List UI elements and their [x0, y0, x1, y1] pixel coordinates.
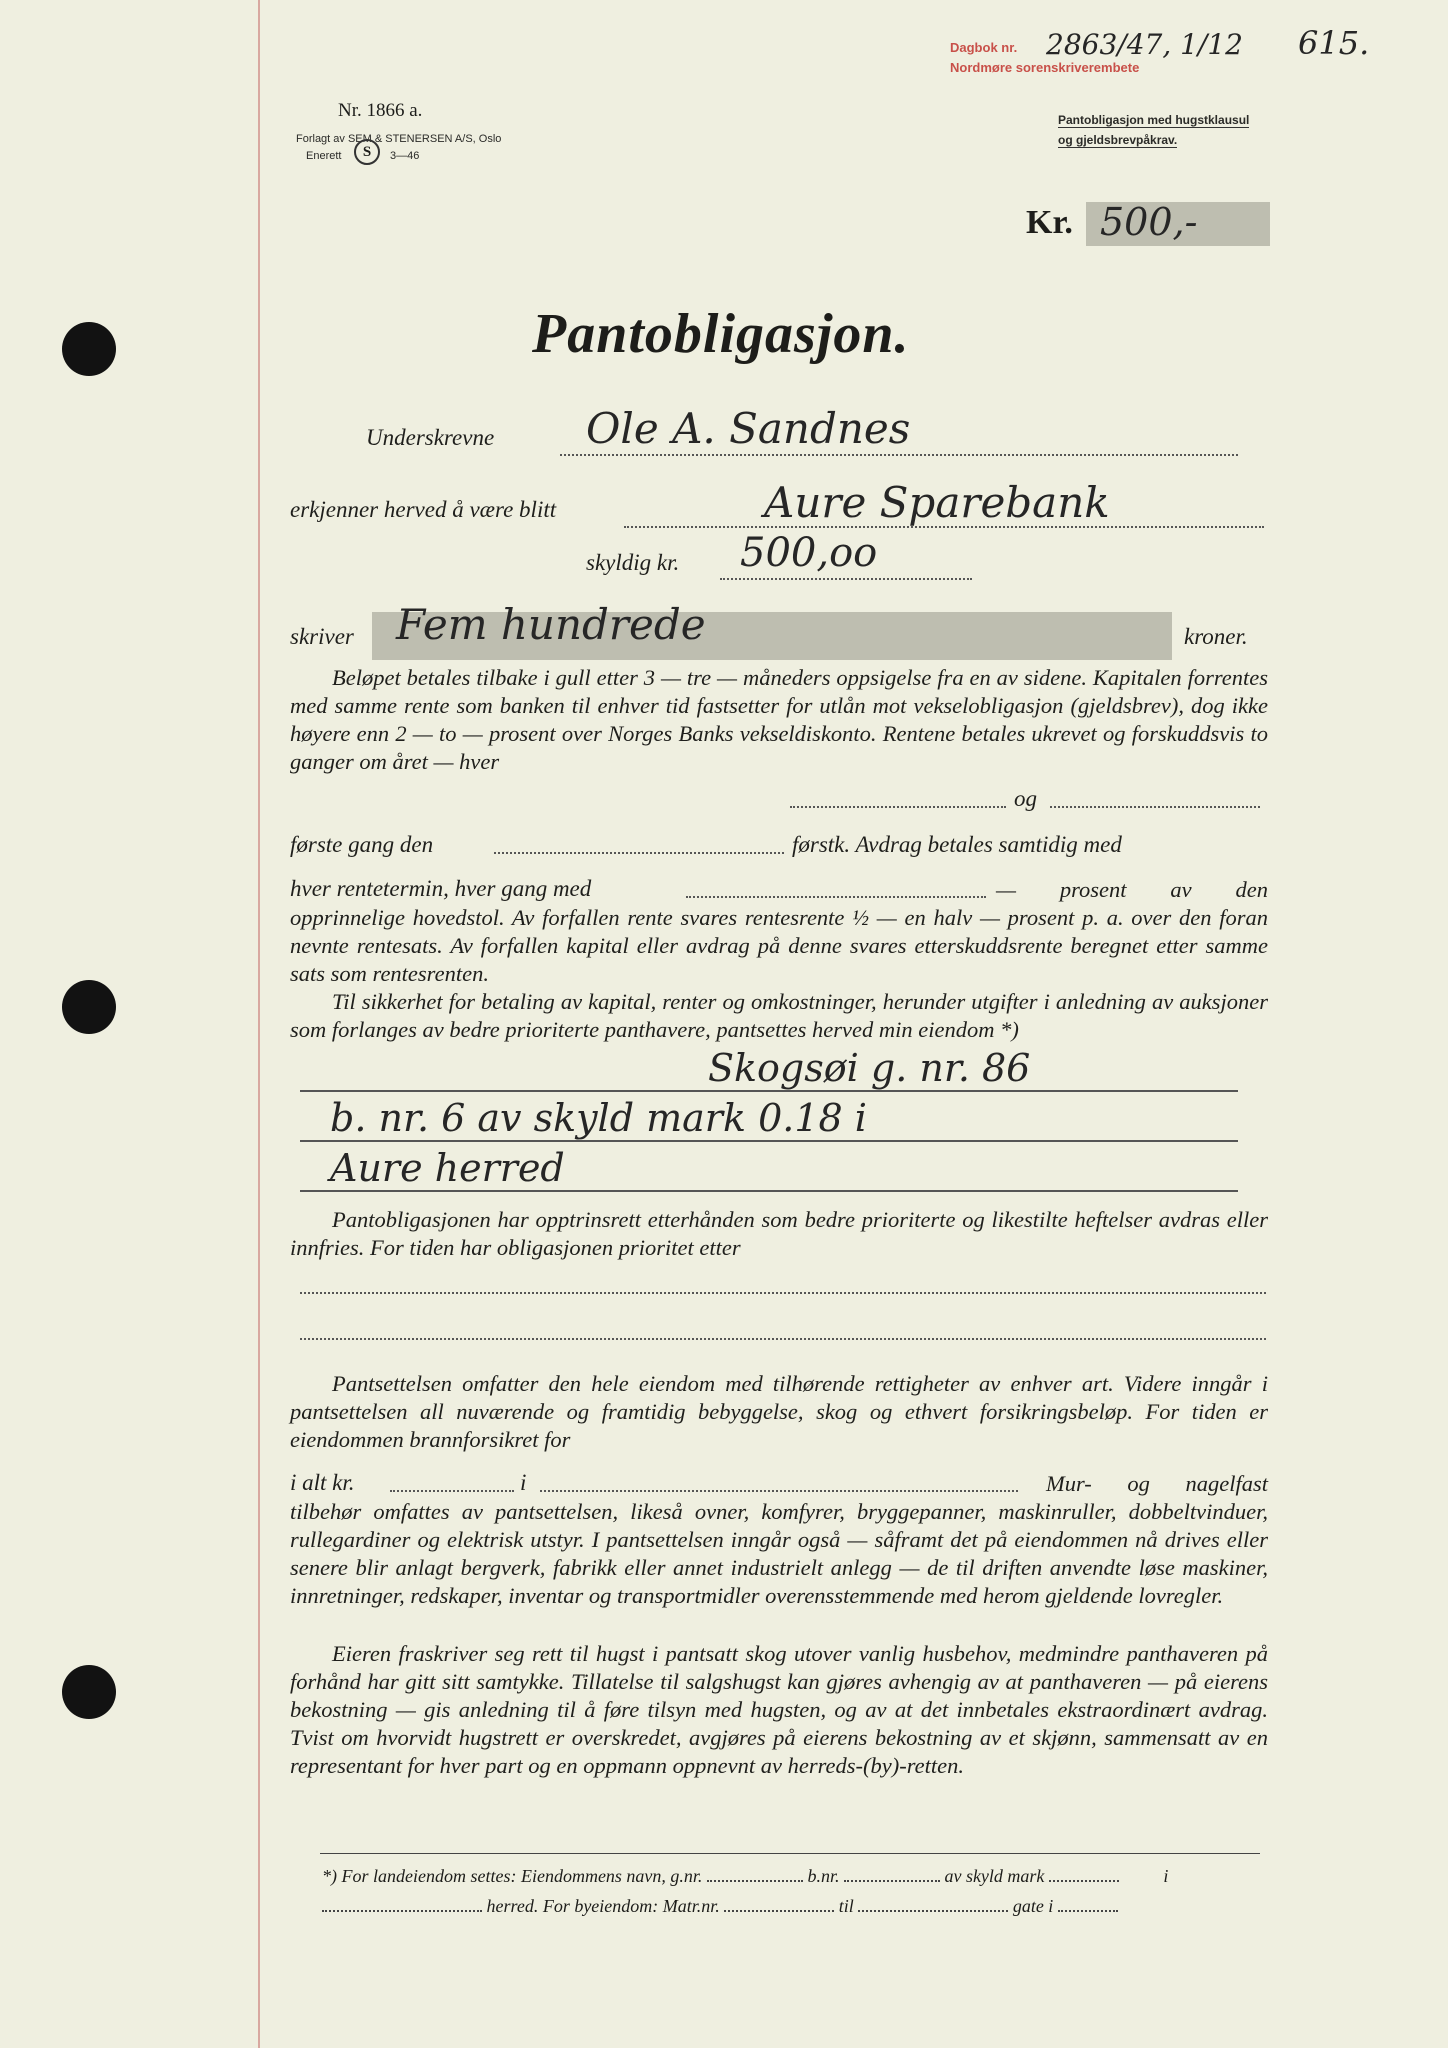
footnote-line2-a: herred. For byeiendom: Matr.nr.: [486, 1896, 720, 1916]
property-line2: b. nr. 6 av skyld mark 0.18 i: [330, 1096, 867, 1140]
fire-insurance-label: i alt kr.: [290, 1470, 355, 1495]
acknowledge-label: erkjenner herved å være blitt: [290, 497, 557, 522]
footnote-line2: [322, 1896, 1118, 1917]
property-line1: Skogsøi g. nr. 86: [708, 1046, 1031, 1090]
footnote-line2-c: gate i: [1012, 1896, 1054, 1916]
interest-date-line1: [790, 806, 1006, 808]
footnote-matr-dots: [724, 1910, 834, 1912]
amount-label: Kr.: [1026, 204, 1073, 241]
form-type-line2: og gjeldsbrevpåkrav.: [1058, 133, 1178, 147]
form-number: Nr. 1866 a.: [338, 100, 423, 121]
priority-text: Pantobligasjonen har opptrinsrett etterhånden som bedre prioriterte og likestilte heftelser avdras eller innfries. For tiden har obligasjonen prioritet etter: [290, 1207, 1268, 1260]
footnote-line1: [322, 1866, 1168, 1887]
publisher-logo: S: [354, 139, 380, 165]
footnote-line1-b: b.nr.: [807, 1866, 840, 1886]
punch-hole-middle: [62, 980, 116, 1034]
written-label: skriver: [290, 624, 354, 649]
first-date-suffix: førstk. Avdrag betales samtidig med: [792, 832, 1122, 857]
priority-paragraph: [290, 1206, 1268, 1262]
written-suffix: kroner.: [1184, 624, 1248, 649]
page-number: 615.: [1298, 24, 1370, 62]
punch-hole-bottom: [62, 1665, 116, 1719]
fire-insurance-i: i: [520, 1470, 527, 1495]
interest-og: og: [1014, 786, 1037, 811]
publisher-date: 3—46: [390, 150, 420, 162]
publisher-line2: Enerett: [306, 150, 342, 162]
footnote-til-dots: [858, 1910, 1008, 1912]
property-line2-rule: [300, 1140, 1238, 1142]
footnote-gate-dots: [1058, 1910, 1118, 1912]
security-text: Til sikkerhet for betaling av kapital, renter og omkostninger, herunder utgifter i anledning av auksjoner som forlanges av bedre prioriterte panthavere, pantsettes herved min eiendom *): [290, 989, 1268, 1042]
priority-line2: [300, 1338, 1266, 1340]
installment-text: — prosent av den opprinnelige hovedstol. Av forfallen rente svares rentesrente ½ — en halv — prosent p. a. over den foran nevnte rentesats. Av forfallen kapital eller avdrag på denne svares etterskuddsrente beregnet etter samme sats som rentesrenten.: [290, 877, 1268, 986]
security-paragraph: [290, 988, 1268, 1044]
dagbok-label: Dagbok nr.: [950, 40, 1018, 55]
publisher-line1: Forlagt av SEM & STENERSEN A/S, Oslo: [296, 133, 502, 145]
punch-hole-top: [62, 322, 116, 376]
form-type-line1: Pantobligasjon med hugstklausul: [1058, 113, 1250, 127]
footnote-bnr-dots: [844, 1880, 940, 1882]
repayment-text: Beløpet betales tilbake i gull etter 3 — tre — måneders oppsigelse fra en av sidene. Kapitalen forrentes med samme rente som banken til enhver tid fastsetter for utlån mot vekselobligasjon (gjeldsbrev), dog ikke høyere enn 2 — to — prosent over Norges Banks vekseldiskonto. Rentene betales ukrevet og forskuddsvis to ganger om året — hver: [290, 665, 1268, 774]
footnote-herred-dots: [322, 1910, 482, 1912]
priority-line1: [300, 1292, 1266, 1294]
undersigned-label: Underskrevne: [366, 425, 495, 450]
footnote-line1-d: i: [1163, 1866, 1169, 1886]
installment-paragraph: [290, 876, 1268, 988]
undersigned-line: [560, 454, 1238, 456]
footnote-rule: [320, 1853, 1260, 1854]
property-line1-rule: [300, 1090, 1238, 1092]
footnote-line2-b: til: [838, 1896, 854, 1916]
fixtures-paragraph: [290, 1470, 1268, 1610]
footnote-line1-a: *) For landeiendom settes: Eiendommens navn, g.nr.: [322, 1866, 703, 1886]
amount-value: 500,-: [1100, 200, 1198, 244]
document-title: Pantobligasjon.: [532, 303, 910, 365]
margin-rule: [258, 0, 260, 2048]
written-value: Fem hundrede: [396, 600, 706, 649]
logging-text: Eieren fraskriver seg rett til hugst i pantsatt skog utover vanlig husbehov, medmindre panthaveren på forhånd har gitt sitt samtykke. Tillatelse til salgshugst kan gjøres avhengig av at panthaveren — på eierens bekostning — gis anledning til å føre tilsyn med hugsten, og av at det innbetales ekstraordinært avdrag. Tvist om hvorvidt hugstrett er overskredet, avgjøres på eierens bekostning av et skjønn, sammensatt av en representant for hver part og en oppmann oppnevnt av herreds-(by)-retten.: [290, 1641, 1268, 1778]
logging-paragraph: [290, 1640, 1268, 1780]
office-stamp: Nordmøre sorenskriverembete: [950, 60, 1140, 75]
footnote-gnr-dots: [707, 1880, 803, 1882]
property-line3-rule: [300, 1190, 1238, 1192]
fixtures-text: Mur- og nagelfast tilbehør omfattes av pantsettelsen, likeså ovner, komfyrer, bryggepanner, maskinruller, dobbeltvinduer, rullegardiner og elektrisk utstyr. I pantsettelsen inngår også — såframt det på eiendommen nå drives eller senere blir anlagt bergverk, fabrikk eller annet industrielt anlegg — de til driften anvendte løse maskiner, innretninger, redskaper, inventar og transportmidler overensstemmende med herom gjeldende lovregler.: [290, 1471, 1268, 1608]
repayment-paragraph: [290, 664, 1268, 776]
scope-paragraph: [290, 1370, 1268, 1454]
installment-label: hver rentetermin, hver gang med: [290, 876, 592, 901]
interest-date-line2: [1050, 806, 1260, 808]
first-date-label: første gang den: [290, 832, 434, 857]
undersigned-value: Ole A. Sandnes: [586, 404, 911, 453]
scope-text: Pantsettelsen omfatter den hele eiendom med tilhørende rettigheter av enhver art. Videre inngår i pantsettelsen all nuværende og framtidig bebyggelse, skog og ethvert forsikringsbeløp. For tiden er eiendommen brannforsikret for: [290, 1371, 1268, 1452]
footnote-mark-dots: [1049, 1880, 1119, 1882]
property-line3: Aure herred: [330, 1146, 565, 1190]
owed-value: 500,oo: [740, 530, 878, 576]
first-date-line: [494, 852, 784, 854]
dagbok-stamp: [950, 40, 1017, 56]
footnote-line1-c: av skyld mark: [944, 1866, 1045, 1886]
dagbok-entry: 2863/47, 1/12: [1046, 28, 1243, 61]
owed-line: [720, 578, 972, 580]
owed-label: skyldig kr.: [586, 550, 680, 575]
acknowledge-value: Aure Sparebank: [764, 478, 1110, 527]
